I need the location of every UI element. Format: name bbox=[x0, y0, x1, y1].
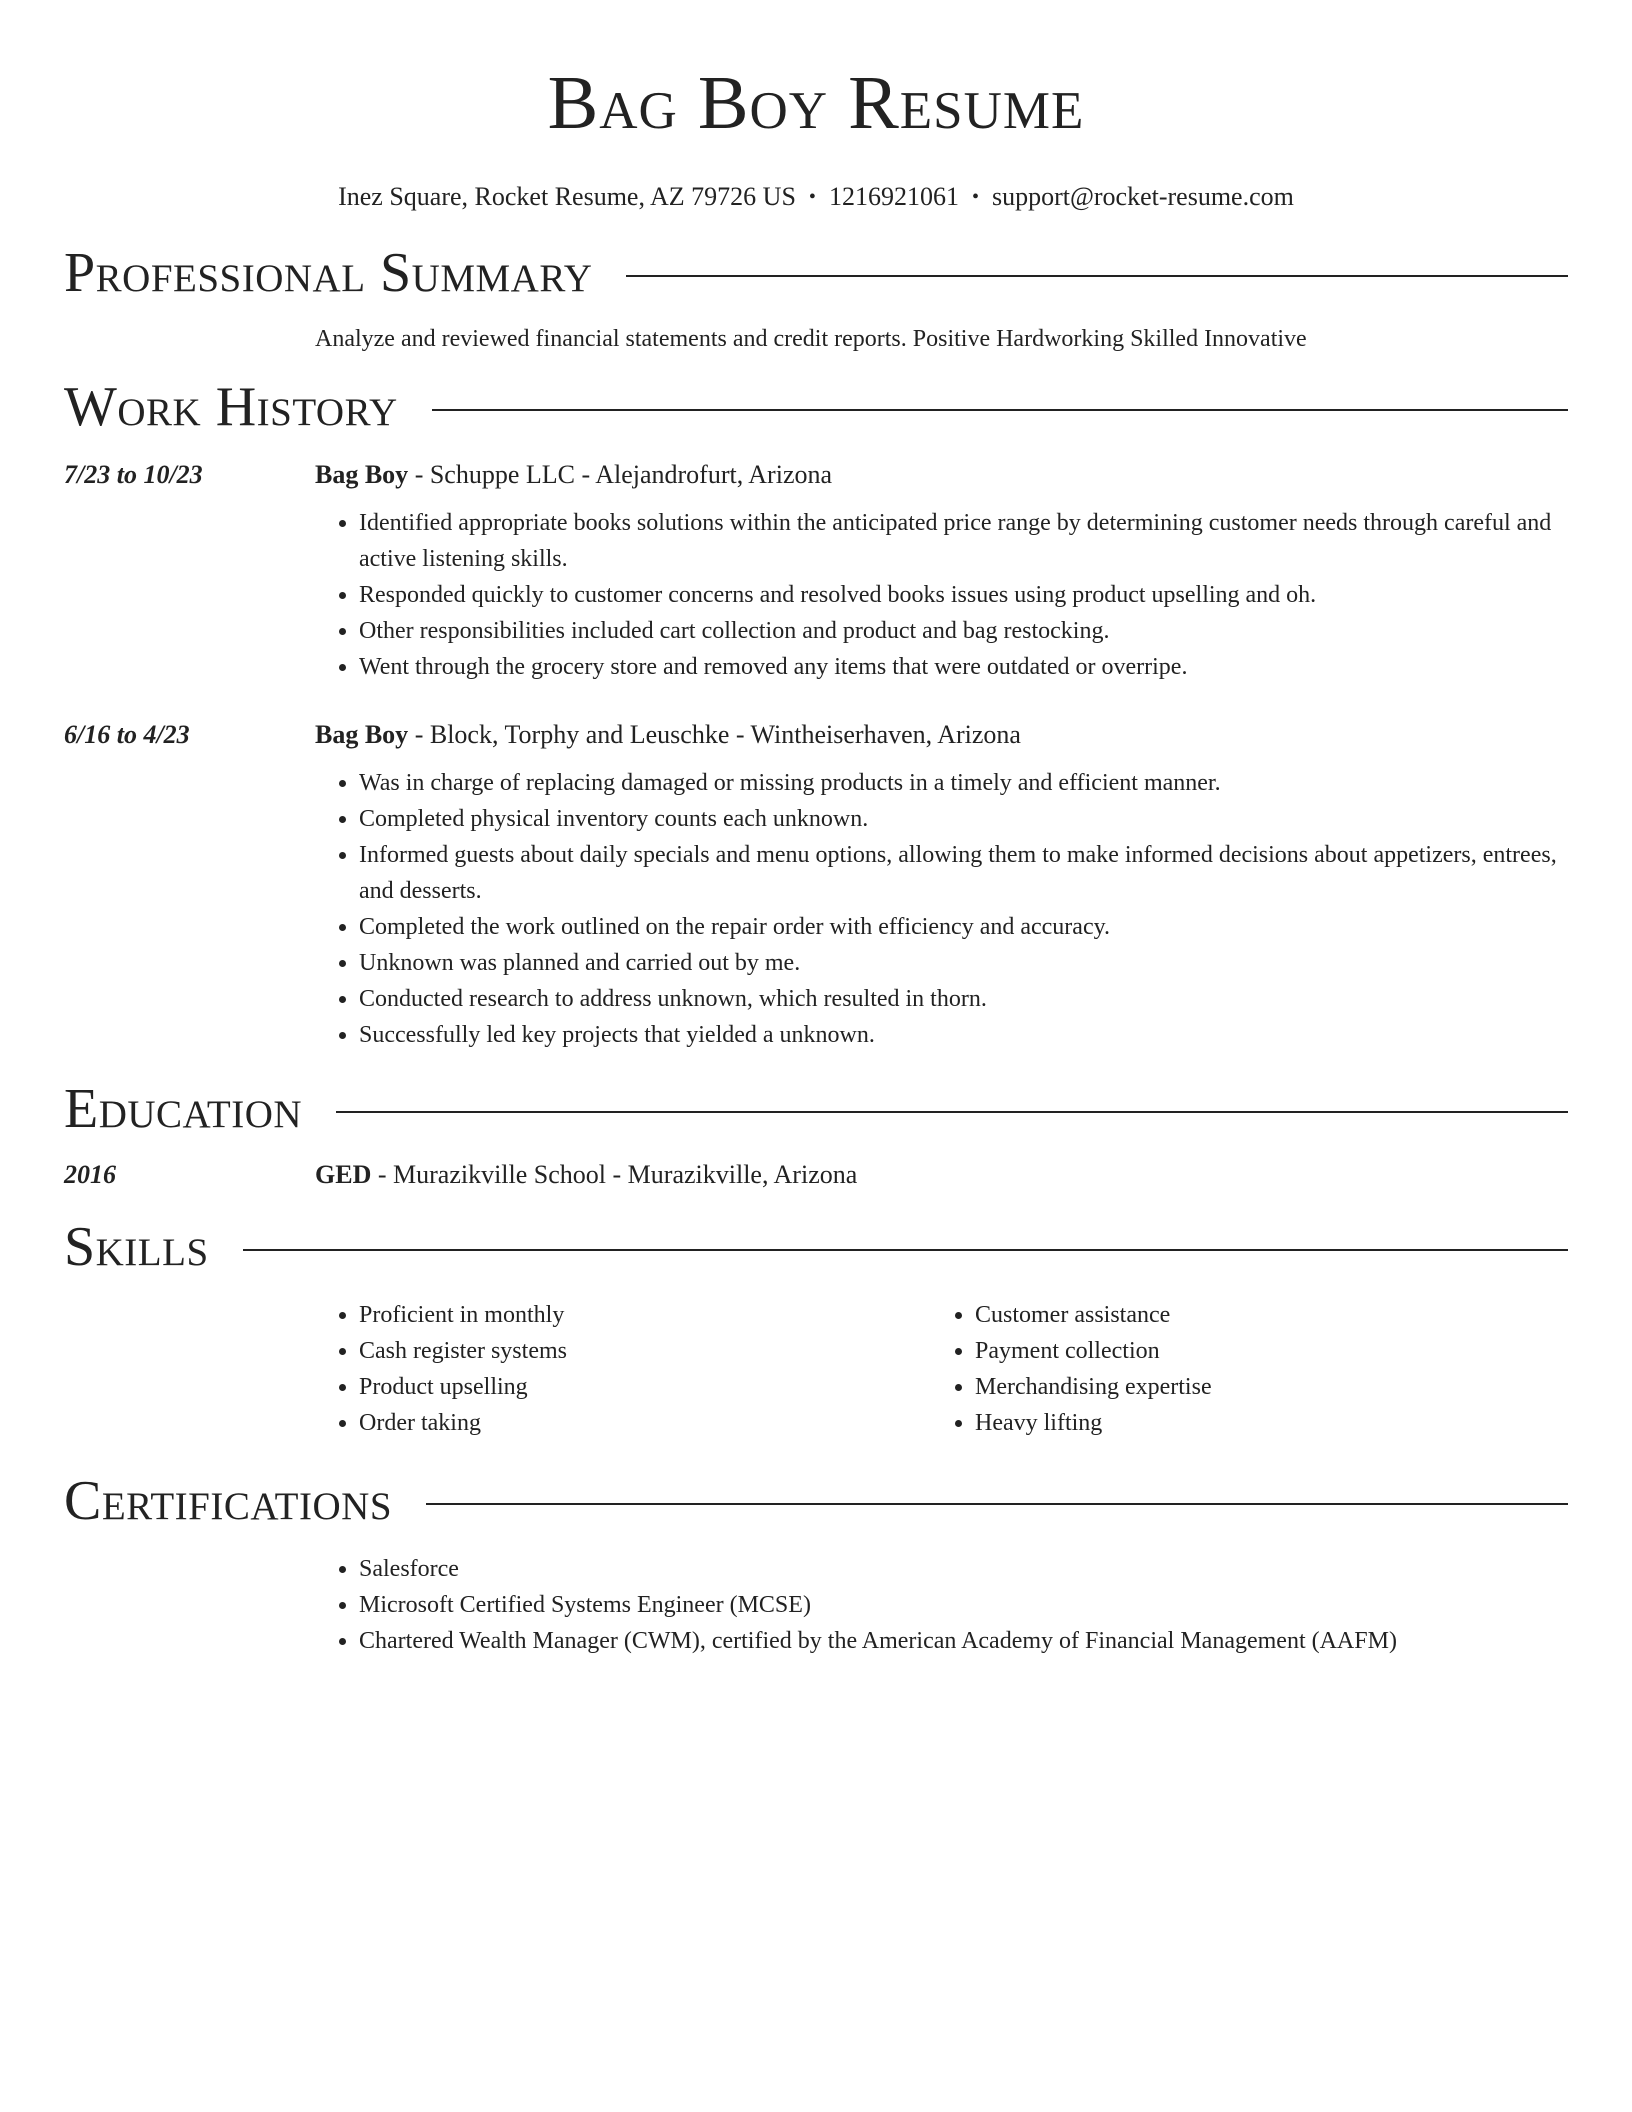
contact-email: support@rocket-resume.com bbox=[991, 182, 1294, 211]
section-title-certifications: Certifications bbox=[64, 1470, 393, 1532]
job-title: Bag Boy bbox=[315, 720, 409, 749]
section-divider bbox=[426, 1503, 1568, 1505]
list-item: • Customer assistance bbox=[975, 1297, 1547, 1333]
education-title-line bbox=[315, 1159, 1568, 1191]
section-title-summary: Professional Summary bbox=[64, 242, 593, 304]
job-details: - Block, Torphy and Leuschke - Wintheiserhaven, Arizona bbox=[408, 720, 1021, 749]
job-entry bbox=[64, 459, 1568, 685]
list-item: • Heavy lifting bbox=[975, 1405, 1547, 1441]
list-item: • Cash register systems bbox=[359, 1333, 931, 1369]
certifications-section-header bbox=[64, 1469, 1568, 1533]
job-title: Bag Boy bbox=[315, 460, 409, 489]
skills-list-right bbox=[931, 1297, 1547, 1441]
skills-grid bbox=[64, 1297, 1568, 1441]
contact-address: Inez Square, Rocket Resume, AZ 79726 US bbox=[338, 182, 796, 211]
bullet-separator: • bbox=[808, 186, 816, 208]
job-details: - Schuppe LLC - Alejandrofurt, Arizona bbox=[408, 460, 833, 489]
list-item: • Went through the grocery store and removed any items that were outdated or overripe. bbox=[359, 649, 1568, 685]
list-item: • Product upselling bbox=[359, 1369, 931, 1405]
list-item: • Completed physical inventory counts each unknown. bbox=[359, 801, 1568, 837]
contact-line bbox=[64, 181, 1568, 213]
job-body bbox=[315, 719, 1568, 1053]
resume-name: Bag Boy Resume bbox=[547, 61, 1085, 145]
certifications-list-wrap bbox=[64, 1551, 1568, 1659]
list-item: • Unknown was planned and carried out by me. bbox=[359, 945, 1568, 981]
list-item: • Proficient in monthly bbox=[359, 1297, 931, 1333]
education-year: 2016 bbox=[64, 1160, 116, 1189]
work-section-header bbox=[64, 375, 1568, 439]
list-item: • Successfully led key projects that yielded a unknown. bbox=[359, 1017, 1568, 1053]
summary-text: Analyze and reviewed financial statements and credit reports. Positive Hardworking Skilled Innovative bbox=[315, 326, 1307, 352]
list-item: • Other responsibilities included cart collection and product and bag restocking. bbox=[359, 613, 1568, 649]
education-degree: GED bbox=[315, 1160, 372, 1189]
list-item: • Completed the work outlined on the repair order with efficiency and accuracy. bbox=[359, 909, 1568, 945]
job-dates: 6/16 to 4/23 bbox=[64, 720, 190, 749]
job-dates: 7/23 to 10/23 bbox=[64, 460, 203, 489]
contact-phone: 1216921061 bbox=[828, 182, 959, 211]
job-title-line bbox=[315, 719, 1568, 751]
list-item: • Informed guests about daily specials and menu options, allowing them to make informed decisions about appetizers, entrees, and desserts. bbox=[359, 837, 1568, 909]
job-duties-list bbox=[315, 765, 1568, 1053]
list-item: • Chartered Wealth Manager (CWM), certified by the American Academy of Financial Management (AAFM) bbox=[359, 1623, 1568, 1659]
section-title-work: Work History bbox=[64, 376, 398, 438]
list-item: • Payment collection bbox=[975, 1333, 1547, 1369]
list-item: • Microsoft Certified Systems Engineer (MCSE) bbox=[359, 1587, 1568, 1623]
certifications-list bbox=[315, 1551, 1568, 1659]
skills-section-header bbox=[64, 1215, 1568, 1279]
section-divider bbox=[626, 275, 1568, 277]
job-entry bbox=[64, 719, 1568, 1053]
job-title-line bbox=[315, 459, 1568, 491]
education-entry bbox=[64, 1159, 1568, 1191]
section-title-education: Education bbox=[64, 1078, 303, 1140]
skills-list-left bbox=[315, 1297, 931, 1441]
list-item: • Conducted research to address unknown, which resulted in thorn. bbox=[359, 981, 1568, 1017]
section-title-skills: Skills bbox=[64, 1216, 209, 1278]
section-divider bbox=[432, 409, 1568, 411]
job-body bbox=[315, 459, 1568, 685]
bullet-separator: • bbox=[971, 186, 979, 208]
education-details: - Murazikville School - Murazikville, Arizona bbox=[371, 1160, 858, 1189]
section-divider bbox=[336, 1111, 1568, 1113]
list-item: • Identified appropriate books solutions within the anticipated price range by determining customer needs through careful and active listening skills. bbox=[359, 505, 1568, 577]
list-item: • Merchandising expertise bbox=[975, 1369, 1547, 1405]
education-section-header bbox=[64, 1077, 1568, 1141]
list-item: • Responded quickly to customer concerns and resolved books issues using product upselling and oh. bbox=[359, 577, 1568, 613]
list-item: • Salesforce bbox=[359, 1551, 1568, 1587]
section-divider bbox=[243, 1249, 1568, 1251]
list-item: • Order taking bbox=[359, 1405, 931, 1441]
list-item: • Was in charge of replacing damaged or missing products in a timely and efficient manner. bbox=[359, 765, 1568, 801]
summary-section-header bbox=[64, 241, 1568, 305]
job-duties-list bbox=[315, 505, 1568, 685]
